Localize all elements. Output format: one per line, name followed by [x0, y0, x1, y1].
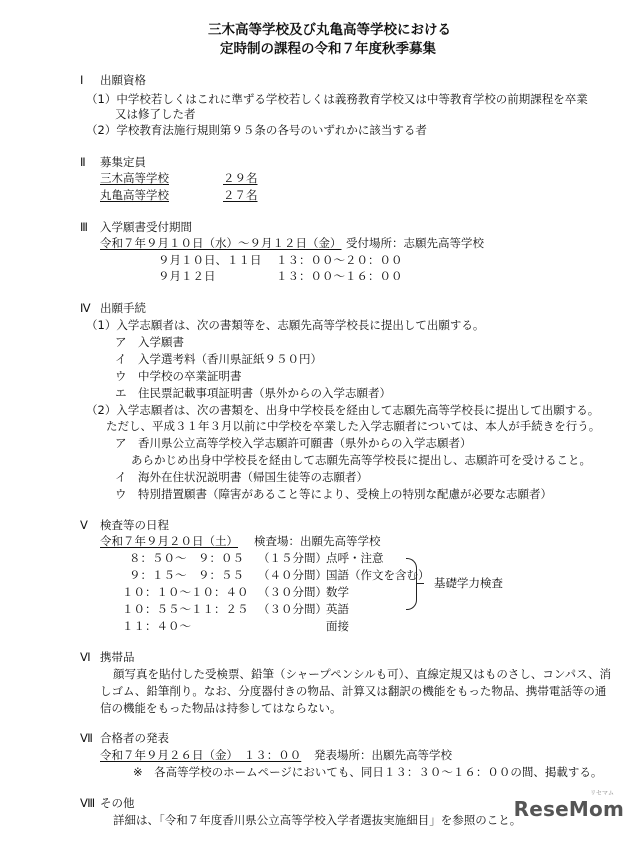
- section-1-number: Ⅰ: [80, 73, 84, 87]
- section-7-number: Ⅶ: [80, 731, 93, 745]
- application-date: ９月１２日: [158, 269, 216, 283]
- procedure-2-item-a-note: あらかじめ出身中学校長を経由して志願先高等学校長に提出し、志願許可を受けること。: [131, 453, 591, 467]
- section-2-number: Ⅱ: [80, 155, 86, 169]
- belongings-line-3: 信の機能をもった物品は持参してはならない。: [100, 701, 342, 715]
- procedure-1-item: [115, 370, 242, 384]
- procedure-2-item-b: イ 海外在住状況説明書（帰国生徒等の志願者）: [115, 470, 368, 484]
- section-5-heading: 検査等の日程: [100, 518, 169, 532]
- procedure-2-item-c: ウ 特別措置願書（障害があること等により、受検上の特別な配慮が必要な志願者）: [115, 487, 552, 501]
- application-date: ９月１０日、１１日: [158, 253, 262, 267]
- procedure-2-item-a: ア 香川県公立高等学校入学志願許可願書（県外からの入学志願者）: [115, 436, 472, 450]
- schedule-item: 国語（作文を含む）: [326, 568, 430, 582]
- section-6-heading: 携帯品: [100, 650, 135, 664]
- section-1-item-2: （2）学校教育法施行規則第９５条の各号のいずれかに該当する者: [86, 123, 427, 137]
- section-1-item-1: （1）中学校若しくはこれに準ずる学校若しくは義務教育学校又は中等教育学校の前期課程を卒業: [86, 92, 588, 106]
- schedule-item: 面接: [326, 619, 349, 633]
- title-line-1: 三木高等学校及び丸亀高等学校における: [208, 22, 451, 38]
- schedule-duration: （４０分間）: [258, 568, 327, 582]
- watermark-sub: リセマム: [590, 790, 614, 797]
- procedure-2-note: ただし、平成３１年３月以前に中学校を卒業した入学志願者については、本人が手続きを行う。: [106, 419, 601, 433]
- announcement-place: 発表場所：出願先高等学校: [314, 748, 452, 762]
- capacity-school: 丸亀高等学校: [100, 188, 169, 202]
- exam-place: 検査場：出願先高等学校: [254, 534, 381, 548]
- item-mark: エ: [115, 386, 127, 400]
- section-5-number: Ⅴ: [80, 518, 88, 532]
- brace-bracket: [406, 558, 417, 610]
- other-details: 詳細は、「令和７年度香川県公立高等学校入学者選抜実施細目」を参照のこと。: [113, 813, 522, 827]
- section-3-heading: 入学願書受付期間: [100, 220, 192, 234]
- schedule-duration: （３０分間）: [258, 585, 327, 599]
- section-7-heading: 合格者の発表: [100, 731, 169, 745]
- section-8-number: Ⅷ: [80, 796, 96, 810]
- exam-date: 令和７年９月２０日（土）: [100, 534, 238, 548]
- procedure-1-item: [115, 387, 391, 401]
- procedure-1-item: [115, 353, 322, 367]
- item-text: 入学願書: [138, 335, 184, 349]
- section-6-number: Ⅵ: [80, 650, 91, 664]
- announcement-date: 令和７年９月２６日（金） １３：００: [100, 748, 302, 762]
- schedule-duration: （１５分間）: [258, 551, 327, 565]
- schedule-time: ８：５０～ ９：０５: [129, 551, 244, 565]
- capacity-row: [100, 172, 258, 186]
- capacity-count: ２７名: [223, 188, 258, 202]
- application-period: 令和７年９月１０日（水）～９月１２日（金）: [100, 236, 342, 250]
- brace-group-label: 基礎学力検査: [434, 576, 503, 590]
- belongings-line-1: 顔写真を貼付した受検票、鉛筆（シャープペンシルも可）、直線定規又はものさし、コンパス、消: [113, 667, 611, 681]
- resemom-logo: ReseMom: [513, 797, 624, 821]
- section-4-number: Ⅳ: [80, 301, 91, 315]
- item-mark: ア: [115, 335, 127, 349]
- item-text: 入学選考料（香川県証紙９５０円）: [138, 352, 322, 366]
- item-mark: ウ: [115, 369, 127, 383]
- item-text: 中学校の卒業証明書: [138, 369, 242, 383]
- title-line-2: 定時制の課程の令和７年度秋季募集: [220, 41, 436, 57]
- schedule-duration: （３０分間）: [258, 602, 327, 616]
- section-1-heading: 出願資格: [100, 73, 146, 87]
- item-mark: イ: [115, 352, 127, 366]
- schedule-item: 英語: [326, 602, 349, 616]
- item-text: 住民票記載事項証明書（県外からの入学志願者）: [138, 386, 391, 400]
- schedule-item: 数学: [326, 585, 349, 599]
- procedure-2: （2）入学志願者は、次の書類を、出身中学校長を経由して志願先高等学校長に提出して出願する。: [86, 403, 600, 417]
- announcement-note: ※ 各高等学校のホームページにおいても、同日１３：３０～１６：００の間、掲載する。: [133, 765, 603, 779]
- application-place: 受付場所：志願先高等学校: [346, 236, 484, 250]
- application-time: １３：００～２０：００: [276, 253, 403, 267]
- section-8-heading: その他: [100, 796, 135, 810]
- schedule-time: ９：１５～ ９：５５: [129, 568, 244, 582]
- brace-tip: [416, 583, 424, 584]
- schedule-time: １０：５５～１１：２５: [122, 602, 249, 616]
- section-1-item-1-cont: 又は修了した者: [115, 107, 196, 121]
- procedure-1-item: [115, 336, 184, 350]
- capacity-count: ２９名: [223, 171, 258, 185]
- section-4-heading: 出願手続: [100, 301, 146, 315]
- section-2-heading: 募集定員: [100, 155, 146, 169]
- procedure-1: （1）入学志願者は、次の書類等を、志願先高等学校長に提出して出願する。: [86, 318, 485, 332]
- section-3-number: Ⅲ: [80, 220, 88, 234]
- capacity-school: 三木高等学校: [100, 171, 169, 185]
- schedule-item: 点呼・注意: [326, 551, 384, 565]
- schedule-time: １１：４０～: [122, 619, 191, 633]
- capacity-row: [100, 189, 258, 203]
- schedule-time: １０：１０～１０：４０: [122, 585, 249, 599]
- belongings-line-2: しゴム、鉛筆削り。なお、分度器付きの物品、計算又は翻訳の機能をもった物品、携帯電話等の通: [100, 684, 607, 698]
- application-time: １３：００～１６：００: [276, 269, 403, 283]
